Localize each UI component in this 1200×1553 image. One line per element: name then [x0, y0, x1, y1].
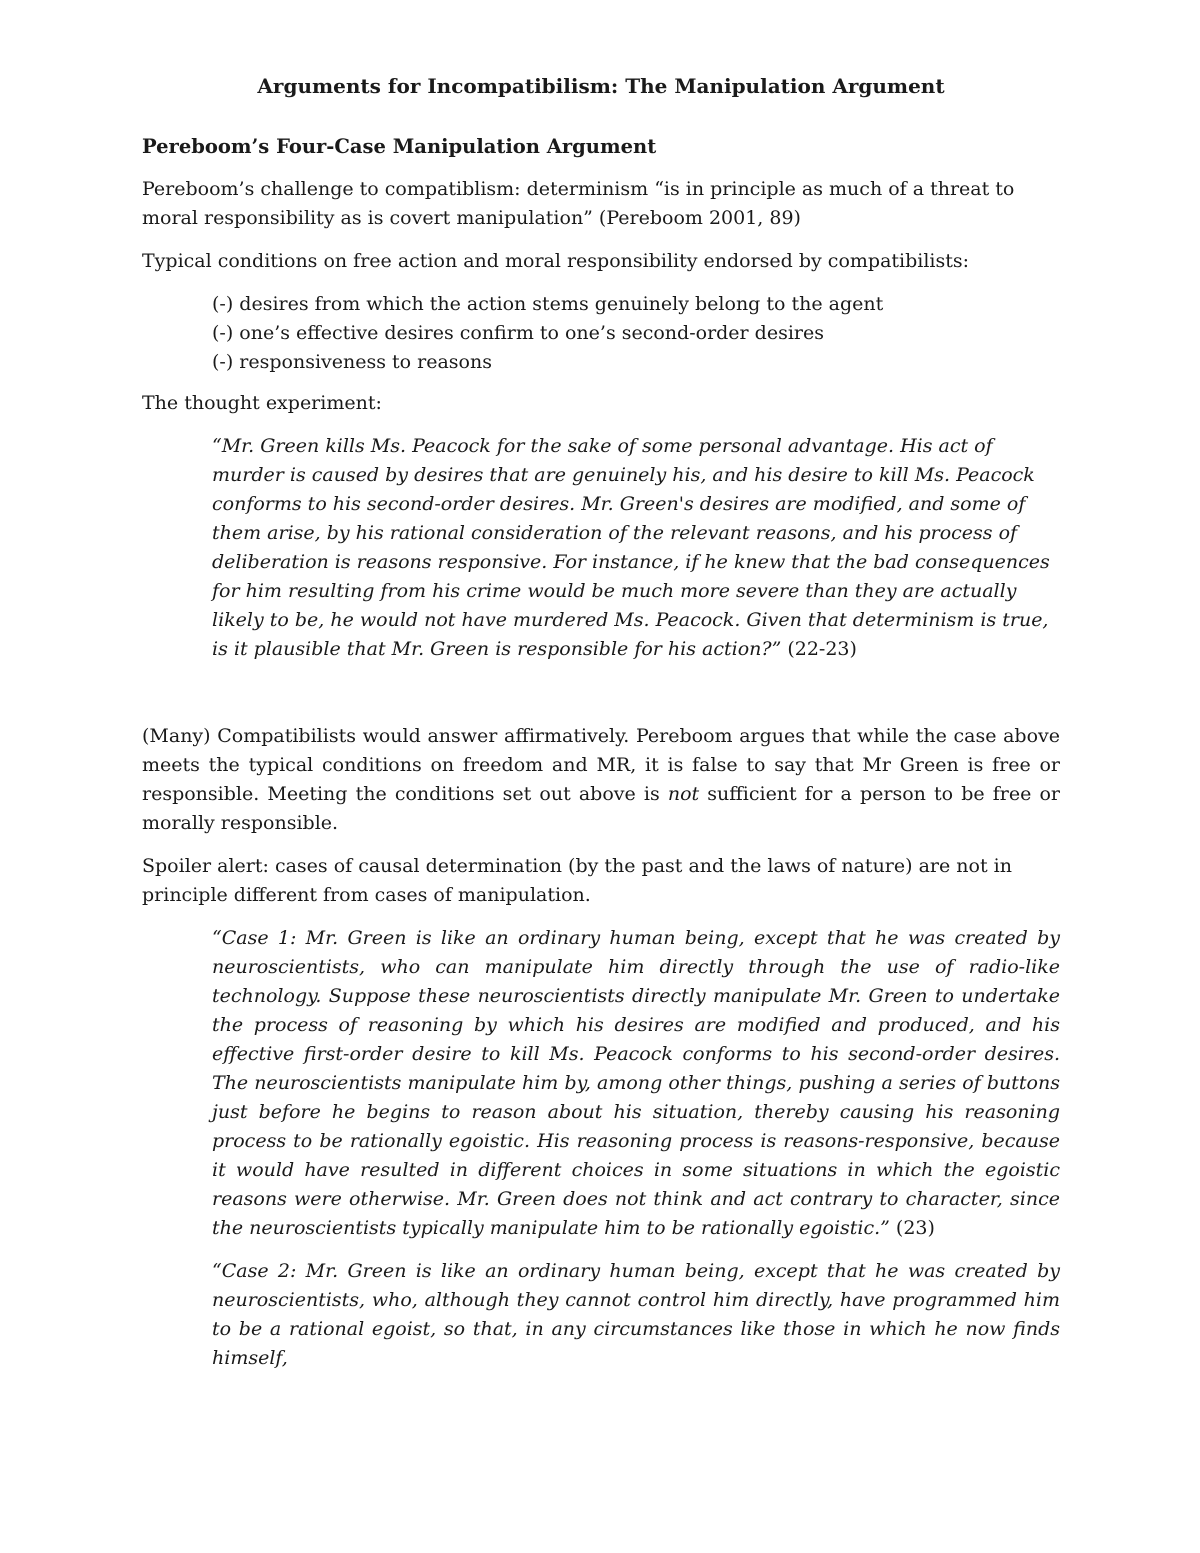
conditions-list — [212, 290, 1060, 377]
paragraph-spoiler: Spoiler alert: cases of causal determination (by the past and the laws of nature) are not in principle different from cases of manipulation. — [142, 855, 1012, 906]
quote-text: “Mr. Green kills Ms. Peacock for the sake of some personal advantage. His act of murder is caused by desires that are genuinely his, and his desire to kill Ms. Peacock conforms to his second-order desires. Mr. Green's desires are modified, and some of them arise, by his rational consideration of the relevant reasons, and his process of deliberation is reasons responsive. For instance, if he knew that the bad consequences for him resulting from his crime would be much more severe than they are actually likely to be, he would not have murdered Ms. Peacock. Given that determinism is true, is it plausible that Mr. Green is responsible for his action?” — [212, 435, 1050, 660]
emphasis-not: not — [667, 783, 700, 805]
quote-citation: (23) — [889, 1217, 935, 1239]
quote-case-2 — [212, 1257, 1060, 1373]
paragraph-typical-conditions: Typical conditions on free action and moral responsibility endorsed by compatibilists: — [142, 250, 970, 272]
section-heading: Pereboom’s Four-Case Manipulation Argument — [142, 135, 657, 158]
list-item: (-) responsiveness to reasons — [212, 351, 492, 373]
list-item: (-) desires from which the action stems genuinely belong to the agent — [212, 293, 884, 315]
quote-text: “Case 2: Mr. Green is like an ordinary human being, except that he was created by neuroscientists, who, although they cannot control him directly, have programmed him to be a rational egoist, so that, in any circumstances like those in which he now finds himself, — [212, 1260, 1060, 1369]
paragraph-challenge: Pereboom’s challenge to compatiblism: determinism “is in principle as much of a threat to moral responsibility as is covert manipulation” (Pereboom 2001, 89) — [142, 178, 1015, 229]
spacer — [142, 678, 1060, 722]
quote-mr-green — [212, 432, 1060, 664]
quote-text: “Case 1: Mr. Green is like an ordinary human being, except that he was created by neuroscientists, who can manipulate him directly through the use of radio-like technology. Suppose these neuroscientists directly manipulate Mr. Green to undertake the process of reasoning by which his desires are modified and produced, and his effective first-order desire to kill Ms. Peacock conforms to his second-order desires. The neuroscientists manipulate him by, among other things, pushing a series of buttons just before he begins to reason about his situation, thereby causing his reasoning process to be rationally egoistic. His reasoning process is reasons-responsive, because it would have resulted in different choices in some situations in which the egoistic reasons were otherwise. Mr. Green does not think and act contrary to character, since the neuroscientists typically manipulate him to be rationally egoistic.” — [212, 927, 1060, 1239]
quote-citation: (22-23) — [781, 638, 857, 660]
paragraph-many-compatibilists — [142, 722, 1060, 838]
document-title: Arguments for Incompatibilism: The Manipulation Argument — [257, 74, 945, 98]
paragraph-thought-experiment: The thought experiment: — [142, 392, 382, 414]
text-run: sufficient for a person to be free or morally responsible. — [142, 783, 1060, 834]
list-item: (-) one’s effective desires confirm to one’s second-order desires — [212, 322, 824, 344]
text-run: (Many) Compatibilists would answer affirmatively. Pereboom argues that while the case above meets the typical conditions on freedom and MR, it is false to say that Mr Green is free or responsible. Meeting the conditions set out above is — [142, 725, 1060, 805]
quote-case-1 — [212, 924, 1060, 1243]
